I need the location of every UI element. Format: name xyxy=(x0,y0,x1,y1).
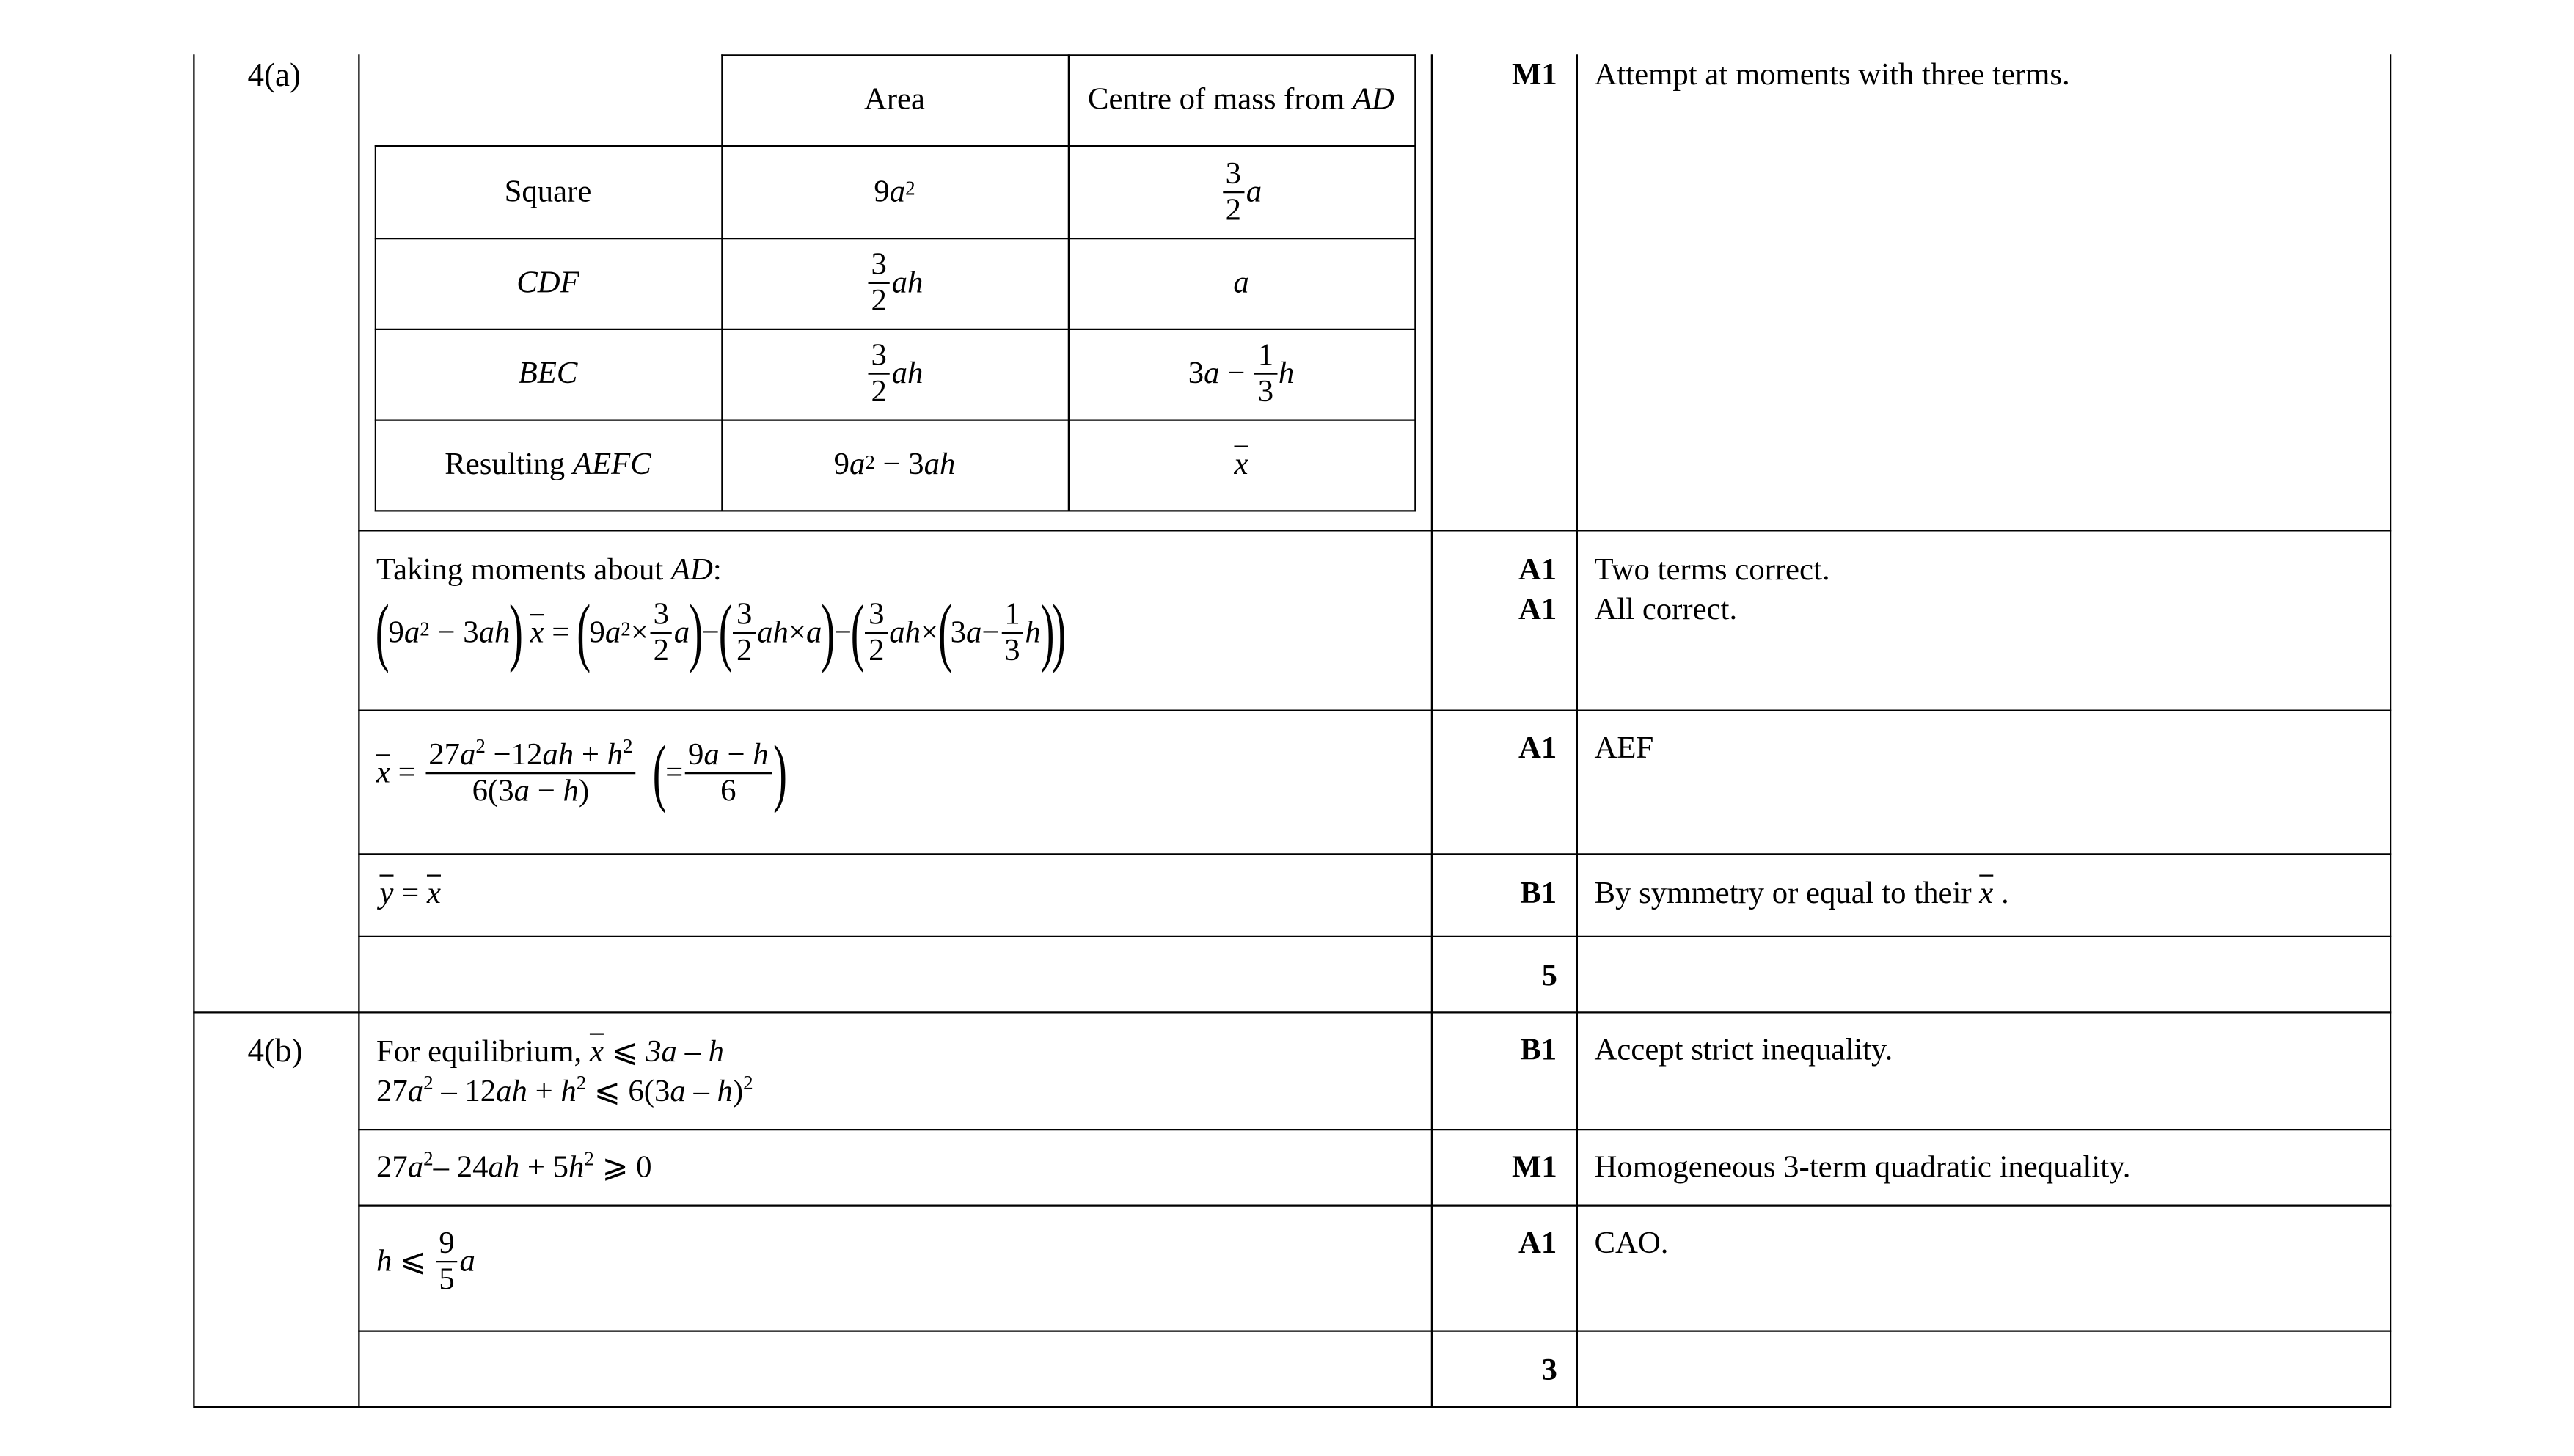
comment: AEF xyxy=(1594,731,1654,766)
mark-m1: M1 xyxy=(1512,1150,1557,1185)
inequality-line: $27a^2 - 12ah + h^2$ ⩽ 6(3a – h)$^2$ xyxy=(376,1071,753,1109)
row-label-square: Square xyxy=(504,174,592,209)
com-bec: 3 a − $\frac{1}{3}$ h xyxy=(1188,338,1295,409)
equilibrium-line: For equilibrium, $\overline{x}$ ⩽ 3a – h xyxy=(376,1034,725,1069)
xbar-equation: $\overline{x}$ = $\frac{27a^2 -12ah + h^2}{6(3a - h)}$ ( = $\frac{9a - h}{6}$ ) xyxy=(376,729,787,814)
comment: CAO. xyxy=(1594,1226,1669,1261)
row-line xyxy=(358,1331,2391,1332)
row-line xyxy=(358,853,2391,855)
comment: Two terms correct. xyxy=(1594,552,1830,588)
inner-table-line xyxy=(1414,54,1416,511)
row-line xyxy=(358,530,2391,531)
frame-bottom xyxy=(193,1406,2391,1408)
row-label-cdf: CDF xyxy=(516,266,579,301)
comment: All correct. xyxy=(1594,592,1738,627)
row-line xyxy=(358,1129,2391,1130)
h-bound: h ⩽ $\frac{9}{5}$ a xyxy=(376,1226,475,1298)
mark-m1: M1 xyxy=(1512,57,1557,92)
comment: Homogeneous 3-term quadratic inequality. xyxy=(1594,1150,2131,1185)
moments-heading: Taking moments about AD: xyxy=(376,552,722,588)
row-label-bec: BEC xyxy=(518,356,578,392)
total-4b: 3 xyxy=(1541,1353,1557,1389)
mark-a1: A1 xyxy=(1518,592,1557,627)
question-label-4a: 4(a) xyxy=(247,57,301,95)
inner-table-line xyxy=(375,510,1416,511)
com-square: $\frac{3}{2}$ a xyxy=(1068,145,1415,238)
com-cdf: a xyxy=(1233,266,1249,301)
area-square: 9 a $^2$ xyxy=(874,174,915,209)
mark-b1: B1 xyxy=(1520,876,1557,911)
row-label-aefc: Resulting AEFC xyxy=(445,447,651,482)
mark-b1: B1 xyxy=(1520,1033,1557,1068)
row-line xyxy=(358,936,2391,937)
com-aefc: $\overline{x}$ xyxy=(1234,447,1248,482)
frame-right xyxy=(2390,54,2391,1406)
frame-col4 xyxy=(1576,54,1578,1406)
question-label-4b: 4(b) xyxy=(247,1033,303,1069)
total-4a: 5 xyxy=(1541,959,1557,994)
ybar-equation: $\overline{y} = \overline{x}$ xyxy=(379,876,441,911)
frame-col2 xyxy=(358,54,359,1406)
header-centre-of-mass: Centre of mass from AD xyxy=(1088,82,1394,117)
row-line xyxy=(358,1205,2391,1207)
frame-col3 xyxy=(1431,54,1433,1406)
comment: By symmetry or equal to their $\overline{x}$ . xyxy=(1594,876,2009,911)
row-line xyxy=(193,1011,2391,1013)
mark-a1: A1 xyxy=(1518,552,1557,588)
comment: Attempt at moments with three terms. xyxy=(1594,57,2070,92)
area-bec: $\frac{3}{2}$ ah xyxy=(721,329,1068,420)
mark-a1: A1 xyxy=(1518,1226,1557,1261)
area-cdf: $\frac{3}{2}$ ah xyxy=(721,238,1068,329)
quadratic-inequality: $27a^2-$ $24ah + 5h^2$ ⩾ 0 xyxy=(376,1146,652,1185)
row-line xyxy=(358,710,2391,711)
header-area: Area xyxy=(863,82,926,117)
moments-equation: ( 9 a $^2$ − 3 ah ) $\overline{x}$ = ( 9 a $^2$ × $\frac{3}{2}$ a ) − ( $\frac{3}{2}$ ah × a ) − ( $\frac{3}{2}$ ah × ( 3 a − $\frac{1}{3}$ h ) ) xyxy=(375,589,1066,673)
comment: Accept strict inequality. xyxy=(1594,1033,1893,1068)
mark-a1: A1 xyxy=(1518,731,1557,766)
frame-left xyxy=(193,54,194,1406)
area-aefc: 9 a $^2$ − 3 ah xyxy=(833,447,956,482)
